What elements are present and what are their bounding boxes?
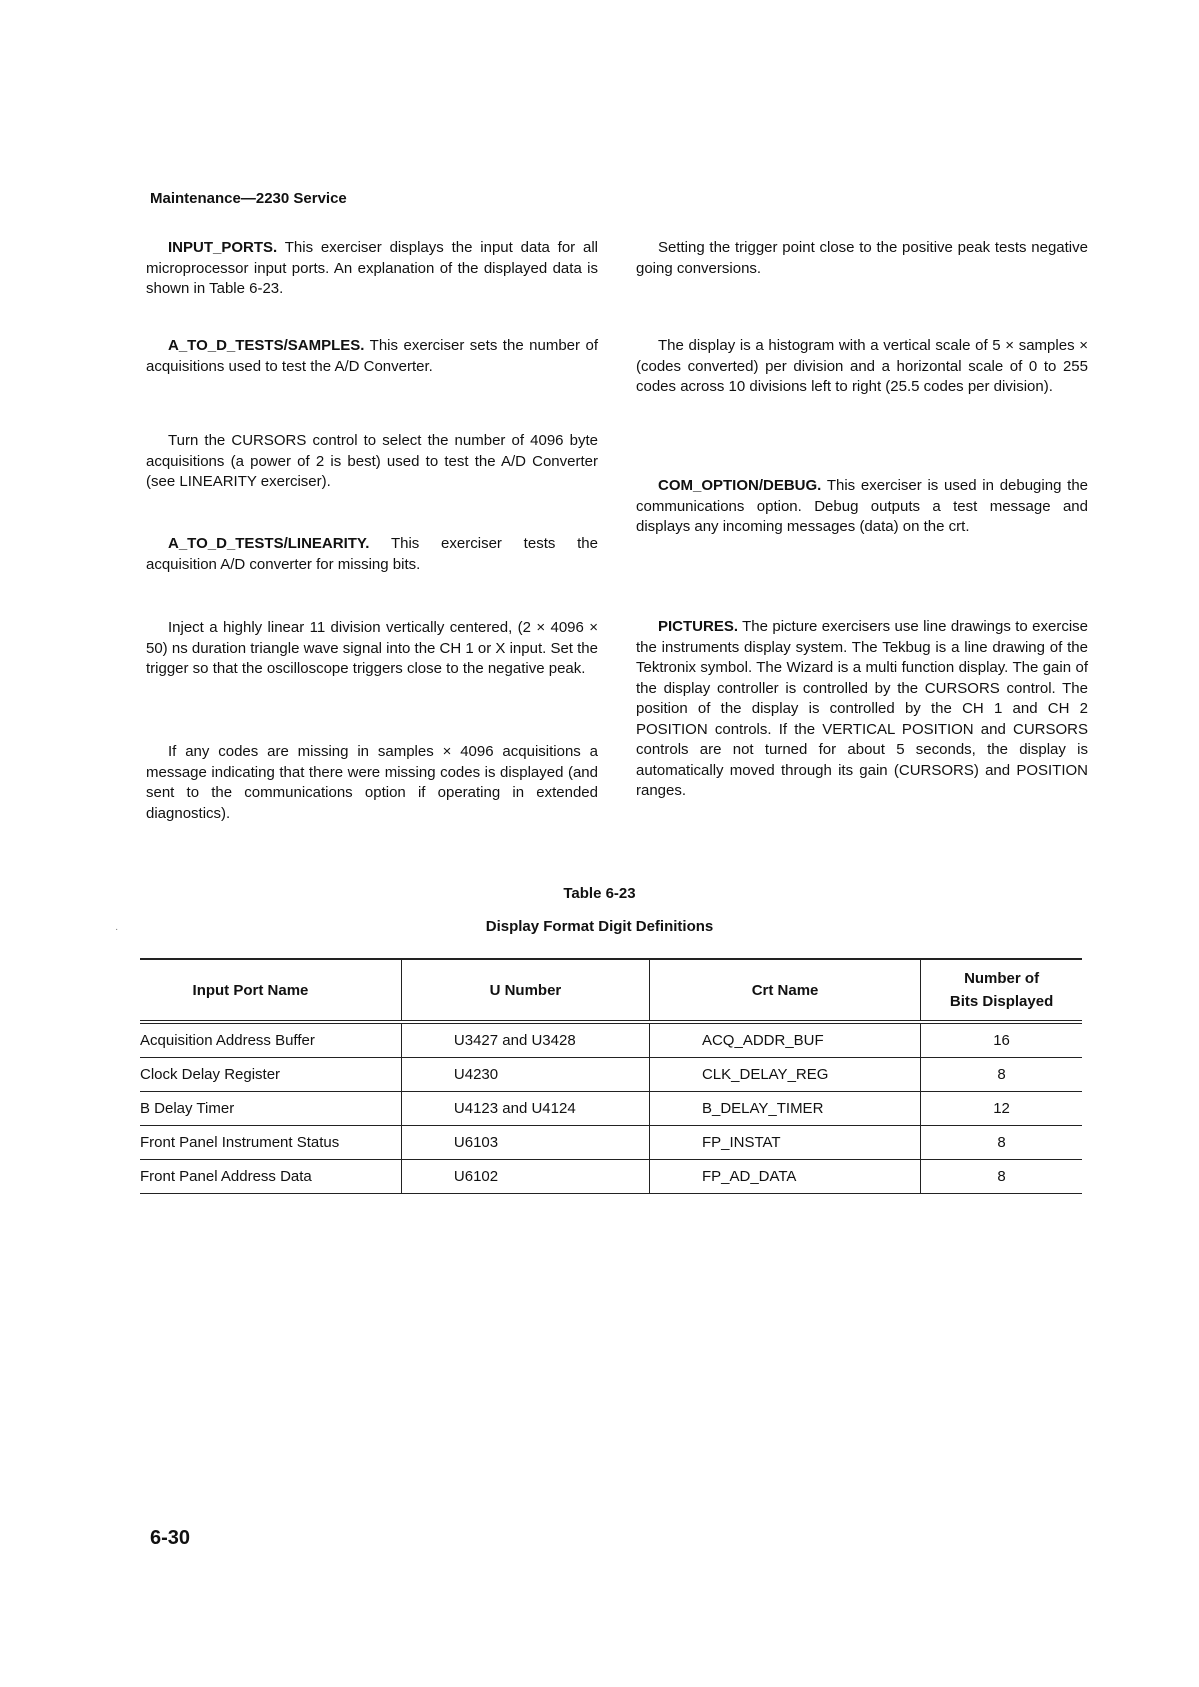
para-text: Setting the trigger point close to the positive peak tests negative going conversions. (636, 239, 1088, 277)
cell-crt-name: ACQ_ADDR_BUF (649, 1022, 920, 1058)
para-text: If any codes are missing in samples × 4096 acquisitions a message indicating that there were missing codes is displayed (and sent to the communications option if operating in extended diagnostics). (146, 743, 598, 822)
left-para-5 (146, 618, 598, 680)
left-para-6 (146, 742, 598, 824)
keyword: INPUT_PORTS. (168, 239, 278, 256)
header-input-port-name: Input Port Name (140, 959, 401, 1022)
running-header: Maintenance—2230 Service (150, 190, 347, 207)
para-text: Inject a highly linear 11 division vertically centered, (2 × 4096 × 50) ns duration triangle wave signal into the CH 1 or X input. Set the trigger so that the oscilloscope triggers close to the negative peak. (146, 619, 598, 677)
cell-bits: 8 (921, 1058, 1082, 1092)
para-text: The display is a histogram with a vertical scale of 5 × samples × (codes converted) per division and a horizontal scale of 0 to 255 codes across 10 divisions left to right (25.5 codes per division). (636, 337, 1088, 395)
cell-port-name: Front Panel Instrument Status (140, 1126, 401, 1160)
right-para-4 (636, 617, 1088, 802)
cell-u-number: U3427 and U3428 (401, 1022, 649, 1058)
para-text: This exerciser displays the input data for all microprocessor input ports. An explanation of the displayed data is shown in Table 6-23. (146, 239, 598, 297)
cell-bits: 12 (921, 1092, 1082, 1126)
cell-port-name: Front Panel Address Data (140, 1160, 401, 1194)
header-crt-name: Crt Name (649, 959, 920, 1022)
para-text: This exerciser sets the number of acquisitions used to test the A/D Converter. (146, 337, 598, 375)
keyword: A_TO_D_TESTS/SAMPLES. (168, 337, 365, 354)
table-number: Table 6-23 (563, 885, 636, 902)
cell-crt-name: FP_INSTAT (649, 1126, 920, 1160)
para-text: This exerciser is used in debuging the communications option. Debug outputs a test message and displays any incoming messages (data) on the crt. (636, 477, 1088, 535)
cell-port-name: B Delay Timer (140, 1092, 401, 1126)
cell-port-name: Acquisition Address Buffer (140, 1022, 401, 1058)
page-number: 6-30 (150, 1527, 191, 1549)
header-bits-line-1: Number of (964, 970, 1040, 987)
table-row (140, 1160, 1082, 1194)
cell-crt-name: FP_AD_DATA (649, 1160, 920, 1194)
cell-u-number: U6103 (401, 1126, 649, 1160)
cell-bits: 8 (921, 1126, 1082, 1160)
left-para-1 (146, 238, 598, 300)
para-text: The picture exercisers use line drawings to exercise the instruments display system. The Tekbug is a line drawing of the Tektronix symbol. The Wizard is a multi function display. The gain of the display controller is controlled by the CURSORS control. The position of the display is controlled by the CH 1 and CH 2 POSITION controls. If the VERTICAL POSITION and CURSORS controls are not turned for about 5 seconds, the display is automatically moved through its gain (CURSORS) and POSITION ranges. (636, 618, 1088, 799)
left-para-3 (146, 431, 598, 493)
header-u-number: U Number (401, 959, 649, 1022)
keyword: PICTURES. (658, 618, 739, 635)
table-title: Display Format Digit Definitions (485, 918, 714, 935)
cell-u-number: U4230 (401, 1058, 649, 1092)
table-row (140, 1126, 1082, 1160)
header-bits-displayed (921, 959, 1082, 1022)
left-para-4 (146, 534, 598, 575)
stray-mark: · (115, 924, 119, 935)
para-text: This exerciser tests the acquisition A/D converter for missing bits. (146, 535, 598, 573)
table-row (140, 1058, 1082, 1092)
digit-definitions-table (140, 958, 1082, 1194)
cell-port-name: Clock Delay Register (140, 1058, 401, 1092)
cell-bits: 16 (921, 1022, 1082, 1058)
left-para-2 (146, 336, 598, 377)
right-para-3 (636, 476, 1088, 538)
cell-crt-name: CLK_DELAY_REG (649, 1058, 920, 1092)
keyword: COM_OPTION/DEBUG. (658, 477, 822, 494)
right-para-1 (636, 238, 1088, 279)
table-header-row (140, 959, 1082, 1022)
table-row (140, 1022, 1082, 1058)
cell-crt-name: B_DELAY_TIMER (649, 1092, 920, 1126)
keyword: A_TO_D_TESTS/LINEARITY. (168, 535, 370, 552)
cell-u-number: U4123 and U4124 (401, 1092, 649, 1126)
para-text: Turn the CURSORS control to select the number of 4096 byte acquisitions (a power of 2 is best) used to test the A/D Converter (see LINEARITY exerciser). (146, 432, 598, 490)
table-row (140, 1092, 1082, 1126)
cell-bits: 8 (921, 1160, 1082, 1194)
cell-u-number: U6102 (401, 1160, 649, 1194)
right-para-2 (636, 336, 1088, 398)
header-bits-line-2: Bits Displayed (949, 993, 1054, 1010)
